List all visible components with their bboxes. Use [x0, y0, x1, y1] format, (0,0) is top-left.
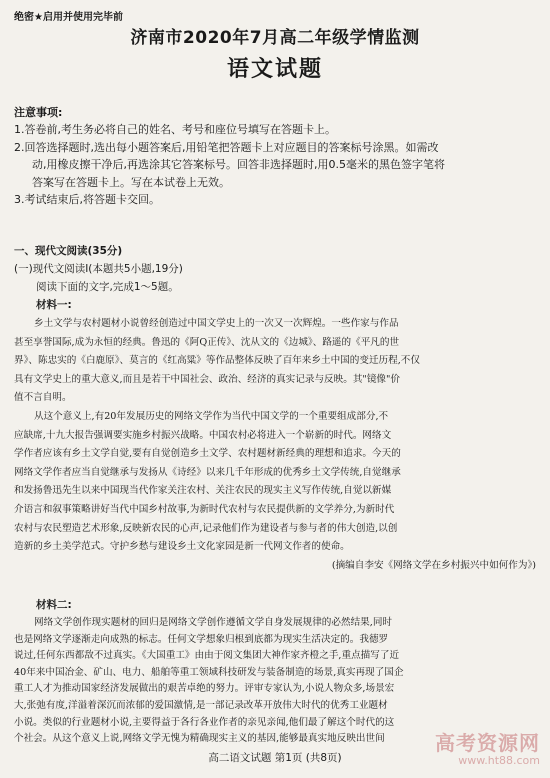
- material1-label: 材料一:: [36, 299, 72, 311]
- text-line: 造新的乡土美学范式。守护乡愁与建设乡土文化家园是新一代网文作者的使命。: [14, 541, 350, 553]
- text-line: 学作者应该有乡土文学自觉,要有自觉创造乡土文学、农村题材新经典的理想和追求。今天的: [14, 448, 401, 460]
- subsection-heading: (一)现代文阅读Ⅰ(本题共5小题,19分): [14, 263, 183, 275]
- text-line: 值不言自明。: [14, 392, 72, 404]
- text-line: 乡土文学与农村题材小说曾经创造过中国文学史上的一次又一次辉煌。一些作家与作品: [34, 318, 399, 329]
- source-citation: (摘编自李安《网络文学在乡村振兴中如何作为》): [331, 559, 536, 571]
- material2-body: [14, 615, 536, 748]
- text-line: 甚至享誉国际,成为永恒的经典。鲁迅的《阿Q正传》、沈从文的《边城》、路遥的《平凡的世: [14, 336, 400, 348]
- text-line: 从这个意义上,有20年发展历史的网络文学作为当代中国文学的一个重要组成部分,不: [34, 410, 389, 422]
- material1-body: [14, 315, 536, 575]
- text-line: 大,张弛有度,洋溢着深沉而浓郁的爱国激情,是一部记录改革开放伟大时代的优秀工业题材: [14, 699, 388, 711]
- text-line: 重工人才为推动国家经济发展做出的艰苦卓绝的努力。评审专家认为,小说人物众多,场景宏: [14, 683, 395, 695]
- subject-title: 语文试题: [226, 57, 323, 82]
- page-footer: 高二语文试题 第1页 (共8页): [208, 752, 342, 764]
- text-line: 40年来中国冶金、矿山、电力、船舶等重工领域科技研发与装备制造的场景,真实再现了国企: [14, 666, 404, 678]
- text-line: 界》、陈忠实的《白鹿原》、莫言的《红高粱》等作品整体反映了百年来乡土中国的变迁历程,不仅: [14, 355, 420, 367]
- note-item: 答案写在答题卡上。写在本试卷上无效。: [32, 175, 230, 189]
- text-line: 小说。类似的行业题材小说,主要得益于各行各业作者的亲见亲闻,他们最了解这个时代的这: [14, 716, 395, 728]
- text-line: 具有文学史上的重大意义,而且是若干中国社会、政治、经济的真实记录与反映。其"镜像"价: [14, 373, 401, 385]
- text-line: 介语言和叙事策略讲好当代中国乡村故事,为新时代农村与农民提供新的文学养分,为新时代: [14, 503, 395, 515]
- note-item: 动,用橡皮擦干净后,再选涂其它答案标号。回答非选择题时,用0.5毫米的黑色签字笔将: [32, 158, 445, 171]
- watermark-url: www.ht88.com: [458, 754, 540, 767]
- note-item: 1.答卷前,考生务必将自己的姓名、考号和座位号填写在答题卡上。: [14, 123, 336, 136]
- notes-list: [14, 121, 534, 209]
- note-item: 3.考试结束后,将答题卡交回。: [14, 193, 160, 206]
- note-item: 2.回答选择题时,选出每小题答案后,用铅笔把答题卡上对应题目的答案标号涂黑。如需改: [14, 140, 439, 154]
- watermark-title: 高考资源网: [435, 731, 540, 755]
- text-line: 个社会。从这个意义上说,网络文学无愧为精确现实主义的基因,能够最真实地反映出世间: [14, 733, 385, 745]
- text-line: 网络文学创作现实题材的回归是网络文学创作遵循文学自身发展规律的必然结果,同时: [34, 617, 393, 628]
- text-line: 网络文学作者应当自觉继承与发扬从《诗经》以来几千年形成的优秀乡土文学传统,自觉继承: [14, 466, 401, 478]
- text-line: 应缺席,十九大报告强调要实施乡村振兴战略。中国农村必将进入一个崭新的时代。网络文: [14, 429, 392, 441]
- text-line: 和发扬鲁迅先生以来中国现当代作家关注农村、关注农民的现实主义写作传统,自觉以新媒: [14, 485, 392, 497]
- confidential-label: 绝密★启用并使用完毕前: [14, 12, 123, 23]
- text-line: 农村与农民塑造艺术形象,反映新农民的心声,记录他们作为建设者与参与者的伟大创造,以创: [14, 522, 398, 534]
- material2-label: 材料二:: [36, 599, 72, 611]
- text-line: 说过,任何东西都敌不过真实。《大国重工》由由于阅文集团大神作家齐橙之手,重点描写了近: [14, 650, 400, 662]
- text-line: 也是网络文学逐渐走向成熟的标志。任何文学想象归根到底都为现实生活决定的。我德罗: [14, 633, 389, 645]
- section-heading: 一、现代文阅读(35分): [14, 245, 123, 257]
- instruction-text: 阅读下面的文字,完成1～5题。: [36, 281, 179, 293]
- notes-heading: 注意事项:: [14, 106, 63, 119]
- exam-title: 济南市2020年7月高二年级学情监测: [130, 28, 420, 48]
- watermark: [435, 732, 540, 767]
